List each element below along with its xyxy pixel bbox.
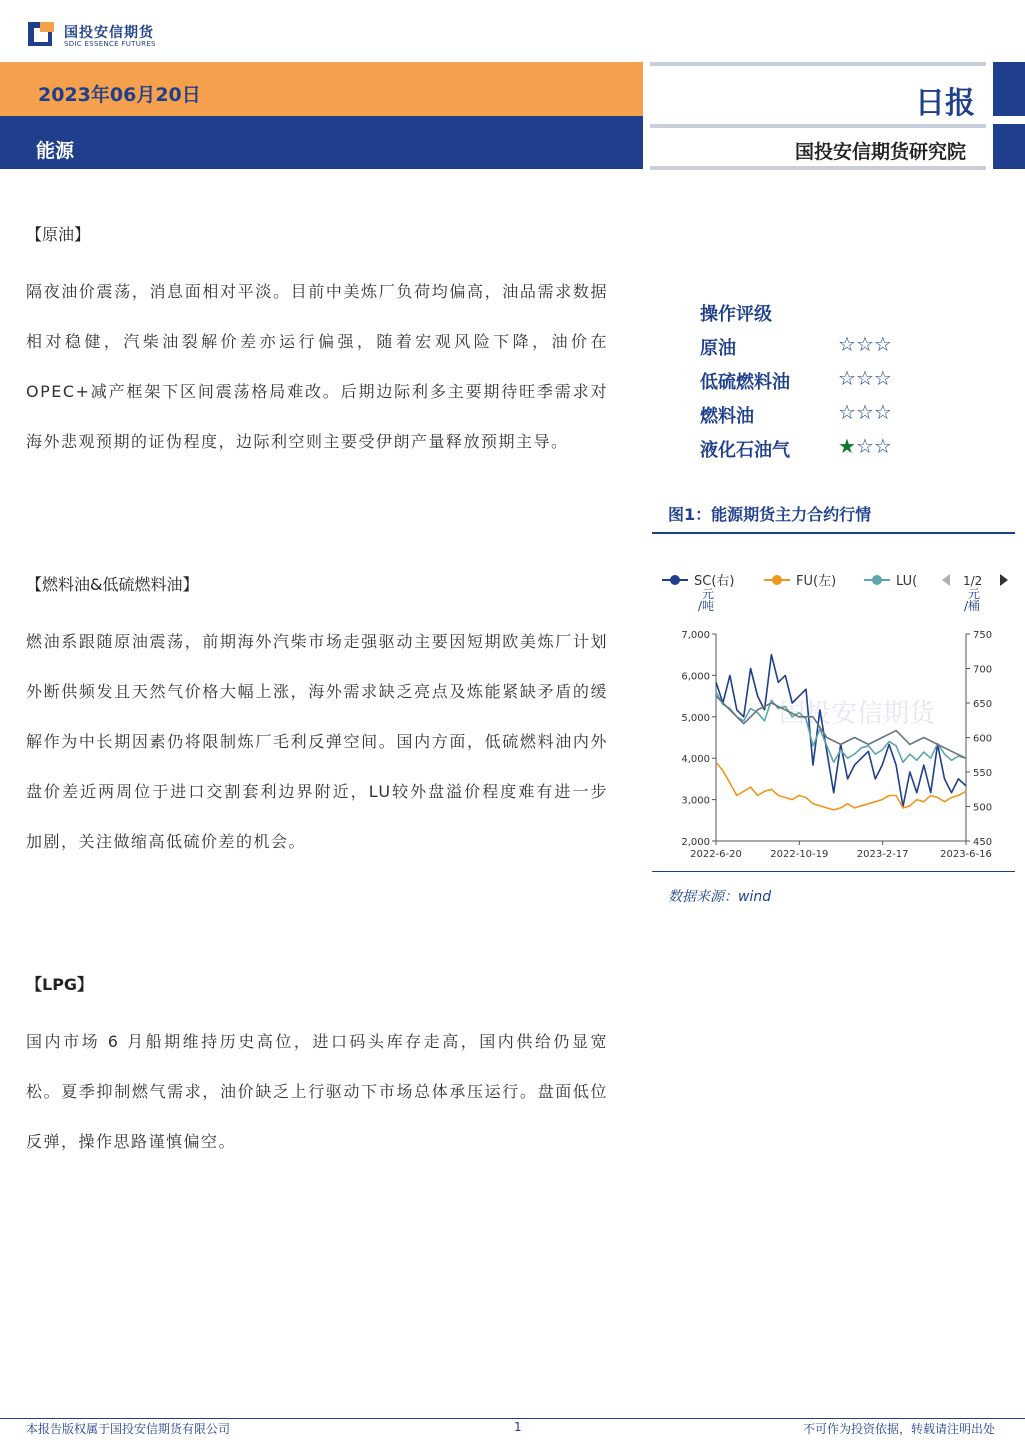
section-body: 国内市场 6 月船期维持历史高位，进口码头库存走高，国内供给仍显宽松。夏季抑制燃气需求，油价缺乏上行驱动下市场总体承压运行。盘面低位反弹，操作思路谨慎偏空。	[26, 1032, 608, 1151]
legend-label: LU(	[896, 574, 918, 589]
y-right-tick-label: 650	[973, 699, 993, 710]
footer-copyright: 本报告版权属于国投安信期货有限公司	[26, 1422, 231, 1436]
x-tick-label: 2022-6-20	[690, 849, 742, 860]
y-right-tick-label: 500	[973, 802, 993, 814]
y-right-tick-label: 450	[973, 837, 993, 848]
company-logo	[26, 18, 176, 52]
rating-title: 操作评级	[700, 304, 772, 325]
rating-row	[700, 402, 960, 436]
y-left-tick-label: 3,000	[681, 795, 710, 807]
rating-label: 液化石油气	[700, 440, 790, 461]
rating-stars	[838, 332, 892, 356]
section-body: 燃油系跟随原油震荡，前期海外汽柴市场走强驱动主要因短期欧美炼厂计划外断供频发且天然气价格大幅上涨，海外需求缺乏亮点及炼能紧缺矛盾的缓解作为中长期因素仍将限制炼厂毛利反弹空间。国内方面，低硫燃料油内外盘价差近两周位于进口交割套利边界附近，LU较外盘溢价程度难有进一步加剧，关注做缩高低硫价差的机会。	[26, 632, 608, 851]
star-empty-icon: ☆	[873, 332, 892, 356]
figure-source: 数据来源：wind	[668, 889, 772, 905]
report-date: 2023年06月20日	[38, 84, 201, 106]
report-type: 日报	[915, 86, 975, 121]
rating-row	[700, 368, 960, 402]
star-empty-icon: ☆	[855, 400, 874, 424]
header-sector-bar	[0, 116, 643, 169]
y-right-tick-label: 600	[973, 733, 993, 745]
section-title: 【LPG】	[26, 975, 94, 994]
star-filled-icon: ★	[838, 434, 856, 458]
institute-name: 国投安信期货研究院	[795, 141, 967, 163]
legend-next-icon	[1000, 574, 1008, 586]
section-crude	[26, 222, 608, 467]
rating-stars	[838, 400, 892, 424]
y-right-tick-label: 700	[973, 664, 993, 676]
y-right-tick-label: 550	[973, 768, 993, 779]
section-lpg	[26, 972, 608, 1167]
rating-label: 原油	[700, 338, 736, 359]
y-left-tick-label: 4,000	[681, 754, 710, 766]
star-empty-icon: ☆	[873, 434, 892, 458]
star-empty-icon: ☆	[873, 400, 892, 424]
figure-rule-bottom	[652, 871, 1015, 872]
rating-row	[700, 436, 960, 470]
x-tick-label: 2023-6-16	[940, 849, 992, 860]
y-left-tick-label: 2,000	[681, 837, 710, 848]
header-corner-block-top	[993, 62, 1025, 116]
y-right-unit-2: /桶	[964, 599, 981, 613]
y-left-tick-label: 7,000	[681, 630, 710, 641]
legend-prev-icon	[942, 574, 950, 586]
legend-label: SC(右)	[694, 574, 735, 589]
futures-price-chart	[652, 562, 1017, 872]
rating-label: 燃料油	[700, 406, 754, 427]
x-tick-label: 2023-2-17	[856, 849, 909, 860]
y-left-unit-2: /吨	[698, 599, 715, 613]
section-title: 【燃料油&低硫燃料油】	[26, 575, 199, 594]
section-fuel-oil	[26, 572, 608, 867]
legend-page: 1/2	[963, 574, 983, 588]
star-empty-icon: ☆	[838, 332, 856, 356]
legend-label: FU(左)	[796, 574, 837, 589]
star-empty-icon: ☆	[855, 332, 874, 356]
header-divider-top	[650, 62, 986, 66]
star-empty-icon: ☆	[855, 434, 874, 458]
y-left-tick-label: 5,000	[681, 712, 710, 724]
rating-panel	[700, 300, 960, 470]
section-title: 【原油】	[26, 225, 91, 244]
star-empty-icon: ☆	[873, 366, 892, 390]
header-divider-mid	[650, 124, 986, 128]
figure-rule-top	[652, 532, 1015, 534]
section-body: 隔夜油价震荡，消息面相对平淡。目前中美炼厂负荷均偏高，油品需求数据相对稳健，汽柴油裂解价差亦运行偏强，随着宏观风险下降，油价在OPEC+减产框架下区间震荡格局难改。后期边际利多主要期待旺季需求对海外悲观预期的证伪程度，边际利空则主要受伊朗产量释放预期主导。	[26, 282, 608, 451]
y-left-unit: 元	[702, 587, 715, 601]
y-right-unit: 元	[968, 587, 981, 601]
series-line	[716, 655, 966, 807]
legend-marker	[872, 575, 882, 585]
star-empty-icon: ☆	[838, 400, 856, 424]
star-empty-icon: ☆	[855, 366, 874, 390]
header-divider-bottom	[650, 166, 986, 170]
chart-watermark: 国投安信期货	[778, 699, 936, 729]
y-left-tick-label: 6,000	[681, 671, 710, 683]
brand-name-cn: 国投安信期货	[64, 25, 154, 41]
header-corner-block-bottom	[993, 124, 1025, 169]
rating-label: 低硫燃料油	[700, 372, 790, 393]
x-tick-label: 2022-10-19	[770, 849, 829, 860]
footer-rule	[0, 1418, 1025, 1419]
footer-disclaimer: 不可作为投资依据，转载请注明出处	[802, 1422, 995, 1436]
star-empty-icon: ☆	[838, 366, 856, 390]
rating-stars	[838, 434, 892, 458]
y-right-tick-label: 750	[973, 630, 993, 641]
brand-name-en: SDIC ESSENCE FUTURES	[64, 40, 156, 48]
legend-marker	[670, 575, 680, 585]
figure-title: 图1：能源期货主力合约行情	[668, 505, 872, 524]
logo-mark-icon	[26, 20, 56, 50]
rating-stars	[838, 366, 892, 390]
rating-row	[700, 334, 960, 368]
report-sector: 能源	[36, 140, 75, 162]
footer-page-number: 1	[514, 1420, 522, 1434]
legend-marker	[772, 575, 782, 585]
